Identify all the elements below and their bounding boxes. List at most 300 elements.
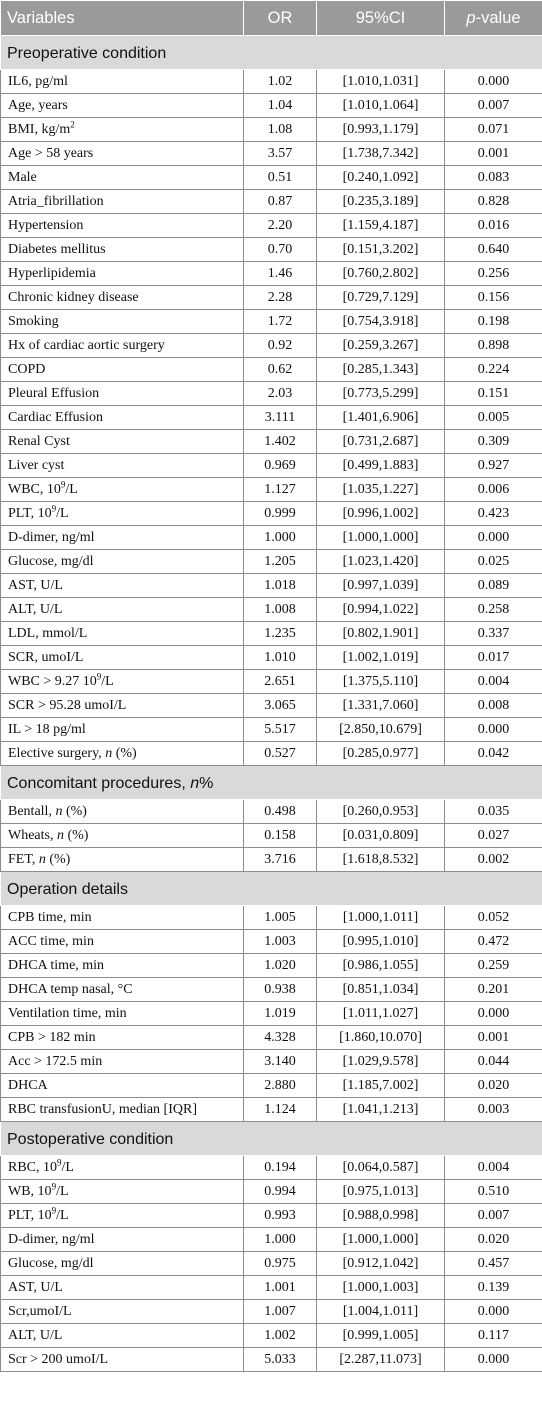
table-row [1,526,542,550]
variable-cell [1,670,244,694]
p-value-cell: 0.000 [445,526,542,550]
variable-name: Male [8,169,37,185]
ci-cell: [1.375,5.110] [317,670,445,694]
p-value-cell: 0.198 [445,310,542,334]
variable-name: RBC transfusionU, median [IQR] [8,1101,197,1117]
table-row [1,906,542,930]
ci-cell: [0.994,1.022] [317,598,445,622]
table-row [1,70,542,94]
or-cell: 1.002 [244,1324,317,1348]
section-title [1,1122,542,1156]
ci-cell: [0.760,2.802] [317,262,445,286]
p-value-cell: 0.224 [445,358,542,382]
or-cell: 0.969 [244,454,317,478]
variable-cell [1,1276,244,1300]
p-value-cell: 0.510 [445,1180,542,1204]
or-cell: 0.938 [244,978,317,1002]
section-title-suffix: % [199,774,214,792]
table-row [1,930,542,954]
variable-cell [1,166,244,190]
or-cell: 1.205 [244,550,317,574]
or-cell: 0.994 [244,1180,317,1204]
p-value-cell: 0.003 [445,1098,542,1122]
variable-name: ALT, U/L [8,1327,63,1343]
ci-cell: [0.975,1.013] [317,1180,445,1204]
or-cell: 0.999 [244,502,317,526]
variable-cell [1,94,244,118]
ci-cell: [1.331,7.060] [317,694,445,718]
or-cell: 1.003 [244,930,317,954]
variable-name: Acc > 172.5 min [8,1053,103,1069]
variable-name: Atria_fibrillation [8,193,104,209]
variable-name: WBC > 9.27 10 [8,673,97,689]
or-cell: 1.000 [244,526,317,550]
or-cell: 0.70 [244,238,317,262]
table-body [1,36,542,1372]
table-row [1,646,542,670]
or-cell: 1.04 [244,94,317,118]
variable-cell [1,1074,244,1098]
variable-name: Hx of cardiac aortic surgery [8,337,165,353]
or-cell: 3.111 [244,406,317,430]
variable-cell [1,694,244,718]
table-row [1,1050,542,1074]
p-value-cell: 0.201 [445,978,542,1002]
or-cell: 0.194 [244,1156,317,1180]
variable-cell [1,574,244,598]
variable-name: Bentall, [8,803,56,819]
variable-name: DHCA temp nasal, °C [8,981,133,997]
or-cell: 1.018 [244,574,317,598]
table-row [1,1074,542,1098]
ci-cell: [0.235,3.189] [317,190,445,214]
table-row [1,478,542,502]
ci-cell: [0.851,1.034] [317,978,445,1002]
p-value-cell: 0.000 [445,1002,542,1026]
table-row [1,800,542,824]
variable-cell [1,1252,244,1276]
variable-cell [1,238,244,262]
or-cell: 1.127 [244,478,317,502]
ci-cell: [0.285,1.343] [317,358,445,382]
variable-name: DHCA time, min [8,957,105,973]
p-value-cell: 0.259 [445,954,542,978]
variable-cell [1,1098,244,1122]
variable-name: Diabetes mellitus [8,241,106,257]
section-title-text: Postoperative condition [7,1130,174,1148]
variable-cell [1,824,244,848]
p-value-cell: 0.027 [445,824,542,848]
or-cell: 3.065 [244,694,317,718]
ci-cell: [0.285,0.977] [317,742,445,766]
variable-cell [1,262,244,286]
or-cell: 0.975 [244,1252,317,1276]
p-value-cell: 0.089 [445,574,542,598]
ci-cell: [0.729,7.129] [317,286,445,310]
or-cell: 1.005 [244,906,317,930]
variable-cell [1,906,244,930]
table-row [1,622,542,646]
p-value-cell: 0.007 [445,94,542,118]
variable-cell [1,142,244,166]
variable-cell [1,1156,244,1180]
variable-cell [1,334,244,358]
ci-cell: [1.004,1.011] [317,1300,445,1324]
section-header-row [1,872,542,906]
or-cell: 3.57 [244,142,317,166]
variable-sup: 9 [57,1156,62,1167]
table-row [1,718,542,742]
variable-suffix: /L [101,673,114,689]
variable-suffix: /L [56,1207,69,1223]
ci-cell: [1.011,1.027] [317,1002,445,1026]
or-cell: 1.08 [244,118,317,142]
variable-cell [1,526,244,550]
ci-cell: [1.618,8.532] [317,848,445,872]
variable-name: Hypertension [8,217,84,233]
table-row [1,118,542,142]
p-value-cell: 0.457 [445,1252,542,1276]
table-row [1,1180,542,1204]
variable-sup: 9 [51,502,57,513]
variable-suffix: (%) [112,745,137,761]
variable-cell [1,930,244,954]
or-cell: 2.28 [244,286,317,310]
or-cell: 2.03 [244,382,317,406]
or-cell: 3.140 [244,1050,317,1074]
section-title-text: Operation details [7,880,128,898]
section-header-row [1,766,542,800]
table-row [1,454,542,478]
ci-cell: [0.995,1.010] [317,930,445,954]
table-row [1,1300,542,1324]
or-cell: 3.716 [244,848,317,872]
or-cell: 5.033 [244,1348,317,1372]
p-value-cell: 0.071 [445,118,542,142]
variable-cell [1,742,244,766]
variable-name: BMI, kg/m [8,121,71,137]
p-value-cell: 0.000 [445,1348,542,1372]
p-value-cell: 0.005 [445,406,542,430]
ci-cell: [0.240,1.092] [317,166,445,190]
variable-cell [1,454,244,478]
section-title-em: n [190,774,200,792]
header-variables: Variables [1,1,244,36]
p-value-cell: 0.002 [445,848,542,872]
variable-name: IL6, pg/ml [8,73,68,89]
variable-name: Smoking [8,313,59,329]
or-cell: 1.124 [244,1098,317,1122]
or-cell: 1.008 [244,598,317,622]
table-row [1,1204,542,1228]
variable-cell [1,502,244,526]
variable-cell [1,800,244,824]
variable-suffix: /L [56,505,69,521]
ci-cell: [1.000,1.000] [317,1228,445,1252]
variable-cell [1,478,244,502]
p-value-cell: 0.139 [445,1276,542,1300]
p-value-cell: 0.042 [445,742,542,766]
variable-cell [1,550,244,574]
variable-name: AST, U/L [8,1279,63,1295]
variable-name: Ventilation time, min [8,1005,127,1021]
variable-suffix: (%) [63,827,89,843]
or-cell: 2.20 [244,214,317,238]
variable-em: n [105,745,113,761]
variable-cell [1,406,244,430]
or-cell: 0.498 [244,800,317,824]
variable-name: FET, [8,851,39,867]
ci-cell: [1.738,7.342] [317,142,445,166]
table-row [1,382,542,406]
ci-cell: [1.010,1.064] [317,94,445,118]
table-row [1,190,542,214]
table-row [1,598,542,622]
ci-cell: [1.860,10.070] [317,1026,445,1050]
variable-name: COPD [8,361,46,377]
or-cell: 1.007 [244,1300,317,1324]
variable-cell [1,1026,244,1050]
variable-name: Cardiac Effusion [8,409,103,425]
table-row [1,1276,542,1300]
table-row [1,1324,542,1348]
ci-cell: [1.035,1.227] [317,478,445,502]
p-value-cell: 0.004 [445,1156,542,1180]
variable-name: Liver cyst [8,457,65,473]
or-cell: 2.880 [244,1074,317,1098]
header-p-value [445,1,542,36]
variable-name: WB, 10 [8,1183,52,1199]
variable-name: WBC, 10 [8,481,61,497]
or-cell: 1.000 [244,1228,317,1252]
variable-name: RBC, 10 [8,1159,58,1175]
p-value-cell: 0.007 [445,1204,542,1228]
or-cell: 0.87 [244,190,317,214]
table-row [1,550,542,574]
variable-cell [1,1300,244,1324]
ci-cell: [0.993,1.179] [317,118,445,142]
or-cell: 1.020 [244,954,317,978]
table-row [1,502,542,526]
variable-cell [1,1228,244,1252]
p-value-cell: 0.640 [445,238,542,262]
table-row [1,848,542,872]
variable-cell [1,190,244,214]
variable-sup: 9 [51,1180,57,1191]
ci-cell: [1.002,1.019] [317,646,445,670]
table-row [1,1002,542,1026]
table-row [1,262,542,286]
variable-cell [1,978,244,1002]
variable-sup: 9 [60,478,66,489]
table-row [1,670,542,694]
p-value-cell: 0.006 [445,478,542,502]
table-row [1,1228,542,1252]
table-row [1,954,542,978]
ci-cell: [0.151,3.202] [317,238,445,262]
variable-name: Renal Cyst [8,433,70,449]
variable-cell [1,1180,244,1204]
variable-name: ACC time, min [8,933,94,949]
ci-cell: [0.731,2.687] [317,430,445,454]
p-value-cell: 0.256 [445,262,542,286]
variable-cell [1,70,244,94]
variable-cell [1,118,244,142]
variable-suffix: (%) [62,803,87,819]
ci-cell: [1.041,1.213] [317,1098,445,1122]
variable-suffix: /L [65,481,78,497]
table-row [1,694,542,718]
ci-cell: [1.159,4.187] [317,214,445,238]
variable-name: Glucose, mg/dl [8,553,94,569]
variable-em: n [38,851,46,867]
header-p-italic: p [466,8,476,27]
variable-name: Pleural Effusion [8,385,100,401]
variable-cell [1,718,244,742]
variable-name: CPB > 182 min [8,1029,96,1045]
ci-cell: [2.850,10.679] [317,718,445,742]
variable-cell [1,358,244,382]
ci-cell: [0.802,1.901] [317,622,445,646]
ci-cell: [1.401,6.906] [317,406,445,430]
or-cell: 0.92 [244,334,317,358]
p-value-cell: 0.016 [445,214,542,238]
variable-cell [1,1324,244,1348]
p-value-cell: 0.035 [445,800,542,824]
variable-cell [1,622,244,646]
table-row [1,1348,542,1372]
p-value-cell: 0.001 [445,142,542,166]
variable-name: SCR > 95.28 umoI/L [8,697,127,713]
p-value-cell: 0.472 [445,930,542,954]
table-row [1,1156,542,1180]
p-value-cell: 0.000 [445,718,542,742]
or-cell: 1.72 [244,310,317,334]
p-value-cell: 0.927 [445,454,542,478]
variable-name: Age > 58 years [8,145,94,161]
table-row [1,742,542,766]
p-value-cell: 0.000 [445,70,542,94]
variable-name: CPB time, min [8,909,92,925]
variable-name: Hyperlipidemia [8,265,96,281]
or-cell: 1.46 [244,262,317,286]
or-cell: 0.527 [244,742,317,766]
table-row [1,142,542,166]
p-value-cell: 0.423 [445,502,542,526]
section-title [1,766,542,800]
p-value-cell: 0.083 [445,166,542,190]
variable-cell [1,954,244,978]
variable-sup: 9 [96,670,102,681]
variable-name: Glucose, mg/dl [8,1255,94,1271]
variable-em: n [55,803,63,819]
variable-cell [1,598,244,622]
variable-cell [1,430,244,454]
p-value-cell: 0.020 [445,1074,542,1098]
p-value-cell: 0.151 [445,382,542,406]
section-title [1,36,542,70]
or-cell: 0.993 [244,1204,317,1228]
table-row [1,310,542,334]
header-p-suffix: -value [475,8,521,27]
ci-cell: [0.999,1.005] [317,1324,445,1348]
variable-cell [1,1050,244,1074]
variable-cell [1,1204,244,1228]
header-ci: 95%CI [317,1,445,36]
variable-suffix: /L [56,1183,69,1199]
table-row [1,1098,542,1122]
variable-name: Scr,umoI/L [8,1303,72,1319]
ci-cell: [0.996,1.002] [317,502,445,526]
variable-em: n [56,827,64,843]
table-row [1,574,542,598]
ci-cell: [1.029,9.578] [317,1050,445,1074]
or-cell: 1.001 [244,1276,317,1300]
ci-cell: [1.000,1.011] [317,906,445,930]
ci-cell: [0.259,3.267] [317,334,445,358]
ci-cell: [1.023,1.420] [317,550,445,574]
table-row [1,978,542,1002]
p-value-cell: 0.117 [445,1324,542,1348]
table-row [1,238,542,262]
variable-suffix: /L [61,1159,74,1175]
variable-cell [1,286,244,310]
or-cell: 1.010 [244,646,317,670]
section-title [1,872,542,906]
p-value-cell: 0.052 [445,906,542,930]
variable-name: PLT, 10 [8,1207,52,1223]
table-row [1,430,542,454]
ci-cell: [0.988,0.998] [317,1204,445,1228]
ci-cell: [0.997,1.039] [317,574,445,598]
variable-cell [1,382,244,406]
ci-cell: [1.010,1.031] [317,70,445,94]
table-row [1,94,542,118]
p-value-cell: 0.309 [445,430,542,454]
variable-cell [1,1002,244,1026]
or-cell: 1.02 [244,70,317,94]
variable-name: ALT, U/L [8,601,63,617]
p-value-cell: 0.025 [445,550,542,574]
table-row [1,358,542,382]
section-header-row [1,36,542,70]
ci-cell: [0.499,1.883] [317,454,445,478]
ci-cell: [1.000,1.003] [317,1276,445,1300]
header-or: OR [244,1,317,36]
table-row [1,286,542,310]
ci-cell: [0.912,1.042] [317,1252,445,1276]
section-header-row [1,1122,542,1156]
variable-name: PLT, 10 [8,505,52,521]
or-cell: 0.62 [244,358,317,382]
table-row [1,334,542,358]
variable-name: Age, years [8,97,68,113]
or-cell: 1.019 [244,1002,317,1026]
section-title-text: Concomitant procedures, [7,774,191,792]
ci-cell: [0.773,5.299] [317,382,445,406]
variable-cell [1,848,244,872]
table-row [1,214,542,238]
variable-name: DHCA [8,1077,48,1093]
or-cell: 4.328 [244,1026,317,1050]
or-cell: 0.51 [244,166,317,190]
table-row [1,824,542,848]
variable-cell [1,1348,244,1372]
variable-name: Chronic kidney disease [8,289,139,305]
variable-name: SCR, umoI/L [8,649,84,665]
variable-cell [1,646,244,670]
variable-name: Scr > 200 umoI/L [8,1351,109,1367]
